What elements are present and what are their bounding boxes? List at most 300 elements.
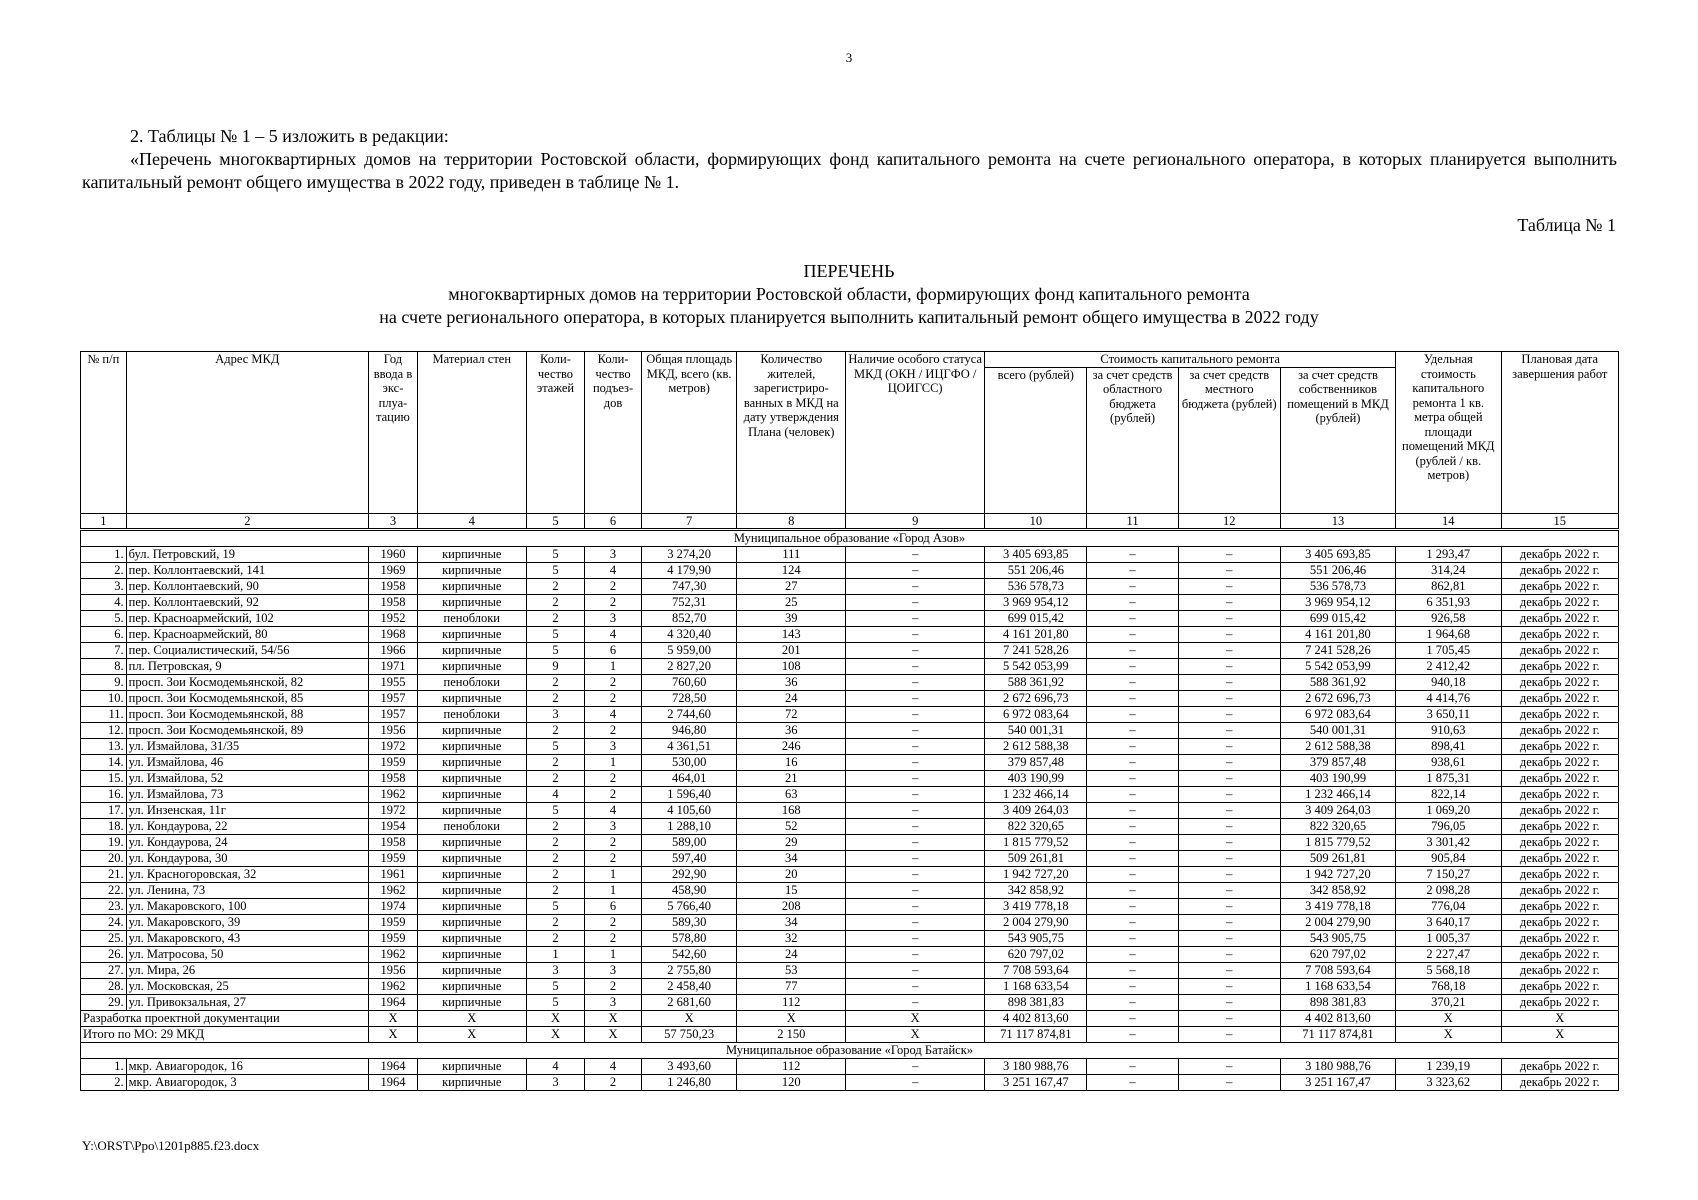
table-cell: – [846,738,985,754]
table-cell: 2 [526,594,585,610]
table-cell: – [1178,770,1280,786]
table-cell: кирпичные [417,1058,526,1074]
table-cell: – [846,626,985,642]
table-cell: – [846,1074,985,1090]
table-cell: 24 [737,690,846,706]
table-cell: 2 [526,834,585,850]
column-number: 5 [526,513,585,530]
table-cell: 1956 [369,962,418,978]
column-number: 13 [1280,513,1395,530]
table-cell: 28. [81,978,127,994]
table-cell: 776,04 [1396,898,1501,914]
table-cell: – [1178,898,1280,914]
table-row [81,1058,1619,1074]
table-cell: 21. [81,866,127,882]
table-cell: 1964 [369,1058,418,1074]
table-body [81,530,1619,1091]
table-cell: 34 [737,914,846,930]
table-cell: 597,40 [641,850,737,866]
table-cell: 2 [585,786,642,802]
table-cell: кирпичные [417,642,526,658]
table-cell: декабрь 2022 г. [1501,834,1618,850]
table-cell: – [846,850,985,866]
table-cell: 3 640,17 [1396,914,1501,930]
table-cell: декабрь 2022 г. [1501,674,1618,690]
table-cell: 3 251 167,47 [1280,1074,1395,1090]
table-cell: – [1087,882,1178,898]
table-cell: кирпичные [417,658,526,674]
table-cell: 71 117 874,81 [1280,1026,1395,1042]
table-cell: 1 232 466,14 [985,786,1087,802]
table-cell: 1952 [369,610,418,626]
table-cell: – [1178,562,1280,578]
table-cell: – [1178,802,1280,818]
table-cell: 12. [81,722,127,738]
table-cell: 4 402 813,60 [1280,1010,1395,1026]
table-cell: 168 [737,802,846,818]
table-cell: 2 004 279,90 [1280,914,1395,930]
table-cell: – [846,962,985,978]
table-cell: 11. [81,706,127,722]
table-cell: декабрь 2022 г. [1501,818,1618,834]
table-cell: 1972 [369,738,418,754]
table-cell: X [846,1010,985,1026]
table-cell: 26. [81,946,127,962]
table-cell: 4 320,40 [641,626,737,642]
table-cell: 25. [81,930,127,946]
table-cell: кирпичные [417,866,526,882]
header-address: Адрес МКД [126,352,368,514]
table-row [81,914,1619,930]
table-cell: Итого по МО: 29 МКД [81,1026,369,1042]
table-cell: 29 [737,834,846,850]
table-cell: просп. Зои Космодемьянской, 82 [126,674,368,690]
table-cell: 2 [526,610,585,626]
table-cell: 2 [526,674,585,690]
table-cell: X [1501,1010,1618,1026]
table-cell: 5 [526,738,585,754]
table-cell: 760,60 [641,674,737,690]
table-row [81,786,1619,802]
table-cell: декабрь 2022 г. [1501,546,1618,562]
table-cell: 112 [737,994,846,1010]
table-cell: 1 [585,754,642,770]
table-cell: 543 905,75 [1280,930,1395,946]
table-cell: 1 705,45 [1396,642,1501,658]
table-cell: 926,58 [1396,610,1501,626]
table-cell: 1959 [369,850,418,866]
table-cell: 201 [737,642,846,658]
table-cell: декабрь 2022 г. [1501,786,1618,802]
table-cell: 1958 [369,834,418,850]
table-cell: 1 005,37 [1396,930,1501,946]
section-header-row [81,1042,1619,1058]
table-cell: 379 857,48 [1280,754,1395,770]
table-cell: кирпичные [417,754,526,770]
table-cell: ул. Инзенская, 11г [126,802,368,818]
table-cell: – [1087,1026,1178,1042]
table-cell: 1 [585,946,642,962]
table-cell: 2 [585,594,642,610]
table-cell: 15 [737,882,846,898]
table-cell: декабрь 2022 г. [1501,1058,1618,1074]
table-cell: – [1087,850,1178,866]
table-cell: 2 150 [737,1026,846,1042]
table-cell: 4 [585,802,642,818]
table-cell: просп. Зои Космодемьянской, 88 [126,706,368,722]
table-cell: 1962 [369,946,418,962]
table-cell: 4 [585,626,642,642]
table-cell: 36 [737,674,846,690]
table-cell: ул. Красногоровская, 32 [126,866,368,882]
table-cell: 379 857,48 [985,754,1087,770]
table-cell: – [1087,834,1178,850]
table-cell: кирпичные [417,594,526,610]
table-row [81,850,1619,866]
table-row [81,706,1619,722]
table-cell: 5 [526,626,585,642]
table-cell: 509 261,81 [1280,850,1395,866]
table-cell: – [846,562,985,578]
table-cell: – [846,930,985,946]
table-cell: – [1178,754,1280,770]
table-cell: – [846,946,985,962]
table-cell: 5 959,00 [641,642,737,658]
table-cell: 822 320,65 [1280,818,1395,834]
table-cell: кирпичные [417,562,526,578]
table-cell: 2 612 588,38 [985,738,1087,754]
table-cell: 2 004 279,90 [985,914,1087,930]
table-label: Таблица № 1 [1517,215,1616,235]
table-cell: 5. [81,610,127,626]
table-cell: 747,30 [641,578,737,594]
table-cell: 589,00 [641,834,737,850]
table-row [81,818,1619,834]
table-cell: ул. Измайлова, 52 [126,770,368,786]
table-cell: пеноблоки [417,706,526,722]
table-cell: кирпичные [417,546,526,562]
table-cell: 589,30 [641,914,737,930]
table-cell: 108 [737,658,846,674]
table-cell: кирпичные [417,786,526,802]
table-cell: 3 301,42 [1396,834,1501,850]
table-cell: 2 [585,690,642,706]
table-cell: 4 [585,562,642,578]
header-residents: Количество жителей, зарегистриро- ванных в МКД на дату утверждения Плана (человек) [737,352,846,514]
table-cell: 946,80 [641,722,737,738]
table-cell: 403 190,99 [1280,770,1395,786]
footer-file-path: Y:\ORST\Ppo\1201p885.f23.docx [82,1138,260,1153]
table-cell: X [641,1010,737,1026]
table-cell: 910,63 [1396,722,1501,738]
table-cell: – [1178,610,1280,626]
table-cell: 620 797,02 [1280,946,1395,962]
table-cell: пер. Красноармейский, 80 [126,626,368,642]
table-cell: 1960 [369,546,418,562]
table-cell: – [1087,754,1178,770]
table-cell: пеноблоки [417,674,526,690]
table-cell: 24 [737,946,846,962]
section-title: Муниципальное образование «Город Азов» [81,530,1619,547]
table-row [81,594,1619,610]
table-cell: 29. [81,994,127,1010]
table-cell: – [1087,914,1178,930]
table-cell: – [1178,866,1280,882]
table-cell: 4 [585,1058,642,1074]
table-cell: 2 [585,770,642,786]
table-cell: 53 [737,962,846,978]
table-cell: – [846,546,985,562]
table-cell: пер. Социалистический, 54/56 [126,642,368,658]
table-cell: 458,90 [641,882,737,898]
table-cell: 542,60 [641,946,737,962]
table-cell: – [1178,594,1280,610]
table-cell: 23. [81,898,127,914]
table-cell: 13. [81,738,127,754]
table-cell: – [846,994,985,1010]
table-cell: ул. Ленина, 73 [126,882,368,898]
table-row [81,1074,1619,1090]
table-cell: 938,61 [1396,754,1501,770]
table-cell: – [846,706,985,722]
intro-line-1: 2. Таблицы № 1 – 5 изложить в редакции: [130,126,449,146]
table-cell: 20. [81,850,127,866]
table-cell: 2 [585,578,642,594]
table-cell: 2. [81,1074,127,1090]
table-cell: кирпичные [417,914,526,930]
table-cell: 1971 [369,658,418,674]
table-cell: 768,18 [1396,978,1501,994]
heading-line-3: на счете регионального оператора, в которых планируется выполнить капитальный ремонт общего имущества в 2022 году [379,307,1319,327]
table-cell: 3 251 167,47 [985,1074,1087,1090]
table-cell: 898,41 [1396,738,1501,754]
table-cell: 7 708 593,64 [1280,962,1395,978]
table-cell: – [1087,658,1178,674]
table-cell: декабрь 2022 г. [1501,770,1618,786]
table-cell: пл. Петровская, 9 [126,658,368,674]
table-cell: 2 [585,850,642,866]
table-cell: 1966 [369,642,418,658]
table-cell: декабрь 2022 г. [1501,722,1618,738]
table-row [81,834,1619,850]
table-cell: X [1396,1010,1501,1026]
table-cell: 822,14 [1396,786,1501,802]
table-cell: 3 [585,610,642,626]
table-cell: ул. Измайлова, 46 [126,754,368,770]
table-cell: 63 [737,786,846,802]
table-cell: пеноблоки [417,610,526,626]
table-row [81,610,1619,626]
header-area: Общая площадь МКД, всего (кв. метров) [641,352,737,514]
table-cell: – [846,818,985,834]
table-cell: декабрь 2022 г. [1501,658,1618,674]
table-cell: 4 402 813,60 [985,1010,1087,1026]
table-cell: 2 [526,770,585,786]
table-cell: 4 361,51 [641,738,737,754]
table-cell: – [1087,1074,1178,1090]
table-cell: 2 672 696,73 [985,690,1087,706]
table-cell: – [846,786,985,802]
table-cell: – [846,866,985,882]
table-cell: 752,31 [641,594,737,610]
table-cell: 3 409 264,03 [1280,802,1395,818]
table-cell: декабрь 2022 г. [1501,738,1618,754]
table-cell: 2 [526,578,585,594]
table-cell: Разработка проектной документации [81,1010,369,1026]
table-cell: декабрь 2022 г. [1501,610,1618,626]
table-cell: декабрь 2022 г. [1501,562,1618,578]
table-row [81,994,1619,1010]
table-cell: декабрь 2022 г. [1501,594,1618,610]
table-cell: 4 161 201,80 [985,626,1087,642]
table-cell: 464,01 [641,770,737,786]
table-cell: – [1087,626,1178,642]
table-cell: – [1178,690,1280,706]
table-row [81,930,1619,946]
table-cell: 16. [81,786,127,802]
table-cell: декабрь 2022 г. [1501,962,1618,978]
table-cell: декабрь 2022 г. [1501,802,1618,818]
table-cell: 5 568,18 [1396,962,1501,978]
table-cell: ул. Кондаурова, 30 [126,850,368,866]
column-number: 11 [1087,513,1178,530]
table-cell: бул. Петровский, 19 [126,546,368,562]
header-year: Год ввода в экс- плуа- тацию [369,352,418,514]
table-cell: – [846,898,985,914]
table-cell: декабрь 2022 г. [1501,946,1618,962]
table-cell: 3 [526,1074,585,1090]
table-cell: 2 [526,866,585,882]
table-cell: – [1178,1058,1280,1074]
column-number: 6 [585,513,642,530]
column-number: 7 [641,513,737,530]
table-cell: 3 405 693,85 [1280,546,1395,562]
table-cell: 27 [737,578,846,594]
table-cell: – [846,914,985,930]
design-docs-row [81,1010,1619,1026]
table-cell: 2 [526,914,585,930]
table-cell: – [1087,1058,1178,1074]
header-cost-total: всего (рублей) [985,367,1087,513]
table-cell: – [1178,882,1280,898]
table-cell: – [846,578,985,594]
table-cell: 124 [737,562,846,578]
table-cell: – [846,802,985,818]
table-cell: декабрь 2022 г. [1501,898,1618,914]
table-cell: 2. [81,562,127,578]
table-cell: 5 [526,978,585,994]
table-cell: 22. [81,882,127,898]
table-cell: 578,80 [641,930,737,946]
table-cell: 1964 [369,994,418,1010]
table-cell: 2 [585,834,642,850]
table-cell: декабрь 2022 г. [1501,994,1618,1010]
table-cell: – [846,882,985,898]
table-cell: 822 320,65 [985,818,1087,834]
header-floors: Коли- чество этажей [526,352,585,514]
table-cell: 2 672 696,73 [1280,690,1395,706]
header-entrances: Коли- чество подъез- дов [585,352,642,514]
table-cell: 2 458,40 [641,978,737,994]
table-cell: 852,70 [641,610,737,626]
table-cell: ул. Измайлова, 73 [126,786,368,802]
table-cell: – [846,690,985,706]
table-cell: ул. Макаровского, 100 [126,898,368,914]
table-cell: 71 117 874,81 [985,1026,1087,1042]
table-cell: 6 972 083,64 [1280,706,1395,722]
table-cell: X [585,1010,642,1026]
table-cell: X [526,1026,585,1042]
table-cell: 1 875,31 [1396,770,1501,786]
table-cell: – [1087,610,1178,626]
table-cell: 1956 [369,722,418,738]
table-cell: 16 [737,754,846,770]
total-row [81,1026,1619,1042]
table-row [81,898,1619,914]
table-cell: 77 [737,978,846,994]
table-cell: – [1087,978,1178,994]
table-cell: 1 293,47 [1396,546,1501,562]
table-row [81,802,1619,818]
table-row [81,690,1619,706]
table-cell: 208 [737,898,846,914]
table-cell: 5 542 053,99 [1280,658,1395,674]
column-number: 8 [737,513,846,530]
table-cell: X [369,1010,418,1026]
table-cell: 342 858,92 [1280,882,1395,898]
page-number: 3 [845,50,853,65]
table-cell: X [1396,1026,1501,1042]
table-cell: 2 [526,690,585,706]
table-cell: – [846,610,985,626]
table-cell: ул. Московская, 25 [126,978,368,994]
table-cell: 34 [737,850,846,866]
table-cell: 3 180 988,76 [985,1058,1087,1074]
table-row [81,978,1619,994]
table-cell: 2 227,47 [1396,946,1501,962]
table-cell: 1958 [369,770,418,786]
table-cell: – [1087,802,1178,818]
table-cell: 4 [526,1058,585,1074]
table-cell: 1968 [369,626,418,642]
table-cell: 111 [737,546,846,562]
table-cell: 1 232 466,14 [1280,786,1395,802]
table-cell: 1974 [369,898,418,914]
table-cell: – [1178,722,1280,738]
table-cell: – [846,594,985,610]
table-cell: кирпичные [417,738,526,754]
table-cell: 14. [81,754,127,770]
table-cell: 143 [737,626,846,642]
table-cell: 6 351,93 [1396,594,1501,610]
table-cell: – [1178,834,1280,850]
table-cell: X [417,1010,526,1026]
table-cell: – [846,658,985,674]
table-cell: 3 969 954,12 [985,594,1087,610]
table-cell: – [846,978,985,994]
table-cell: 3 [585,962,642,978]
intro-paragraph: «Перечень многоквартирных домов на территории Ростовской области, формирующих фонд капитального ремонта на счете регионального оператора, в которых планируется выполнить капитальный ремонт общего имущества в 2022 году, приведен в таблице № 1. [82,149,1617,192]
table-row [81,642,1619,658]
table-cell: – [1087,866,1178,882]
table-cell: 2 681,60 [641,994,737,1010]
table-cell: ул. Мира, 26 [126,962,368,978]
table-cell: 27. [81,962,127,978]
table-cell: 72 [737,706,846,722]
table-cell: 52 [737,818,846,834]
table-cell: 15. [81,770,127,786]
table-cell: 551 206,46 [985,562,1087,578]
